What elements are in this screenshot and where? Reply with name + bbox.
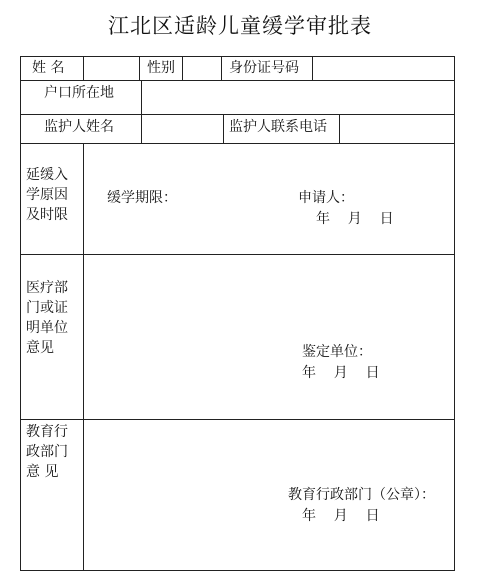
guardian-phone-label: 监护人联系电话 [229,119,327,135]
applicant-label: 申请人： [298,190,354,206]
form-title: 江北区适龄儿童缓学审批表 [108,14,372,38]
guardian-phone-field[interactable] [340,115,454,143]
applicant-date: 年 月 日 [316,211,394,227]
deferral-reason-label: 延缓入学原因及时限 [26,167,68,223]
table-bottom-border [20,570,454,571]
name-field[interactable] [84,57,139,80]
education-dept-seal-label: 教育行政部门（公章）： [288,487,435,503]
name-label: 姓 名 [32,60,65,76]
id-number-field[interactable] [313,57,454,80]
education-dept-date: 年 月 日 [302,508,380,524]
gender-label: 性别 [147,60,175,76]
guardian-name-label: 监护人姓名 [44,119,114,135]
cell-divider [139,56,140,80]
deferral-period-label: 缓学期限： [107,190,177,206]
medical-opinion-field[interactable] [84,255,454,419]
table-right-border [454,56,455,571]
appraisal-date: 年 月 日 [302,365,380,381]
medical-opinion-label: 医疗部门或证明单位意见 [26,280,68,356]
household-field[interactable] [142,81,454,114]
guardian-name-field[interactable] [142,115,223,143]
table-left-border [20,56,21,571]
gender-field[interactable] [183,57,221,80]
appraisal-unit-label: 鉴定单位： [302,344,372,360]
education-opinion-label: 教育行政部门意 见 [26,424,68,480]
cell-divider [221,56,222,80]
id-number-label: 身份证号码 [229,60,299,76]
household-label: 户口所在地 [44,85,114,101]
cell-divider [223,114,224,143]
